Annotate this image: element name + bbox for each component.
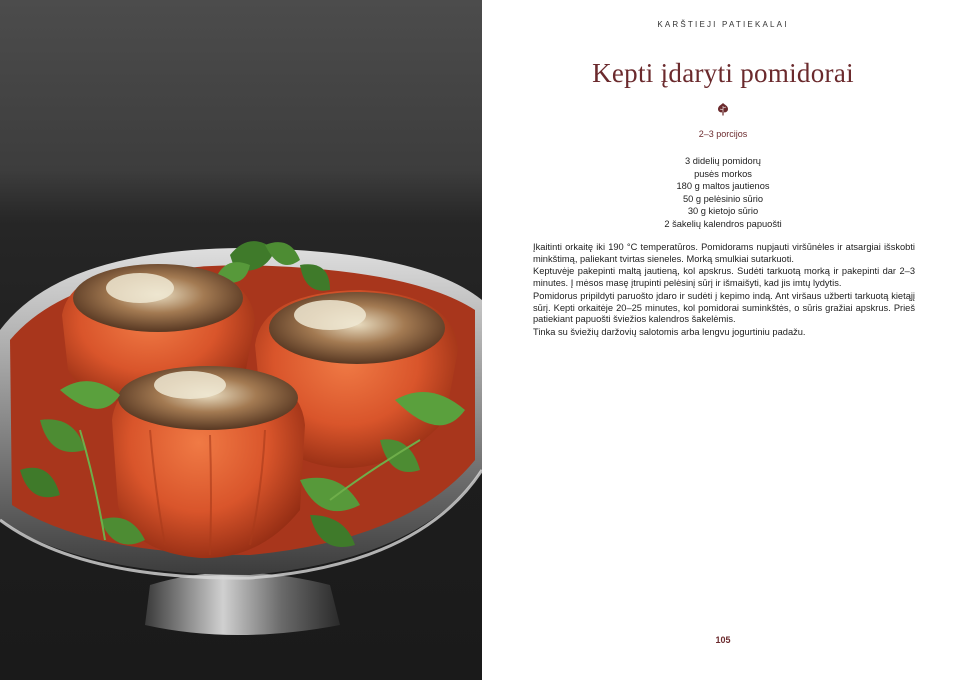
method-paragraph: Įkaitinti orkaitę iki 190 °C temperatūros. Pomidorams nupjauti viršūnėles ir atsargiai išskobti minkštimą, paliekant tvirtas sieneles. Morką smulkiai sutarkuoti. <box>533 242 915 264</box>
running-head: KARŠTIEJI PATIEKALAI <box>657 20 789 29</box>
method-text <box>533 242 915 340</box>
ingredient-item: 3 didelių pomidorų <box>685 156 761 166</box>
method-paragraph: Keptuvėje pakepinti maltą jautieną, kol apskrus. Sudėti tarkuotą morką ir pakepinti dar 2–3 minutes. Į mėsos masę įtrupinti pelėsinį sūrį ir išmaišyti, kad jis imtų lydytis. <box>533 266 915 289</box>
ingredient-item: pusės morkos <box>694 168 752 179</box>
ingredient-item: 50 g pelėsinio sūrio <box>682 193 764 204</box>
ingredient-list <box>482 155 964 231</box>
servings: 2–3 porcijos <box>698 129 748 139</box>
leaf-icon <box>716 102 730 116</box>
method-paragraph: Pomidorus pripildyti paruošto įdaro ir sudėti į kepimo indą. Ant viršaus užberti tarkuotą kietąjį sūrį. Kepti orkaitėje 20–25 minutes, kol pomidorai suminkštės, o sūris gražiai apskrus. Prieš patiekiant papuošti šviežios kalendros šakelėmis. <box>533 290 915 325</box>
ingredient-item: 180 g maltos jautienos <box>676 181 770 192</box>
ingredient-item: 30 g kietojo sūrio <box>687 206 759 217</box>
ingredient-item: 2 šakelių kalendros papuošti <box>664 218 782 229</box>
method-paragraph: Tinka su šviežių daržovių salotomis arba lengvu jogurtiniu padažu. <box>533 326 806 337</box>
tomato-front <box>112 366 305 558</box>
page-number: 105 <box>715 635 731 645</box>
bowl-foot <box>145 573 340 636</box>
recipe-title: Kepti įdaryti pomidorai <box>592 58 854 88</box>
recipe-page <box>482 0 964 680</box>
